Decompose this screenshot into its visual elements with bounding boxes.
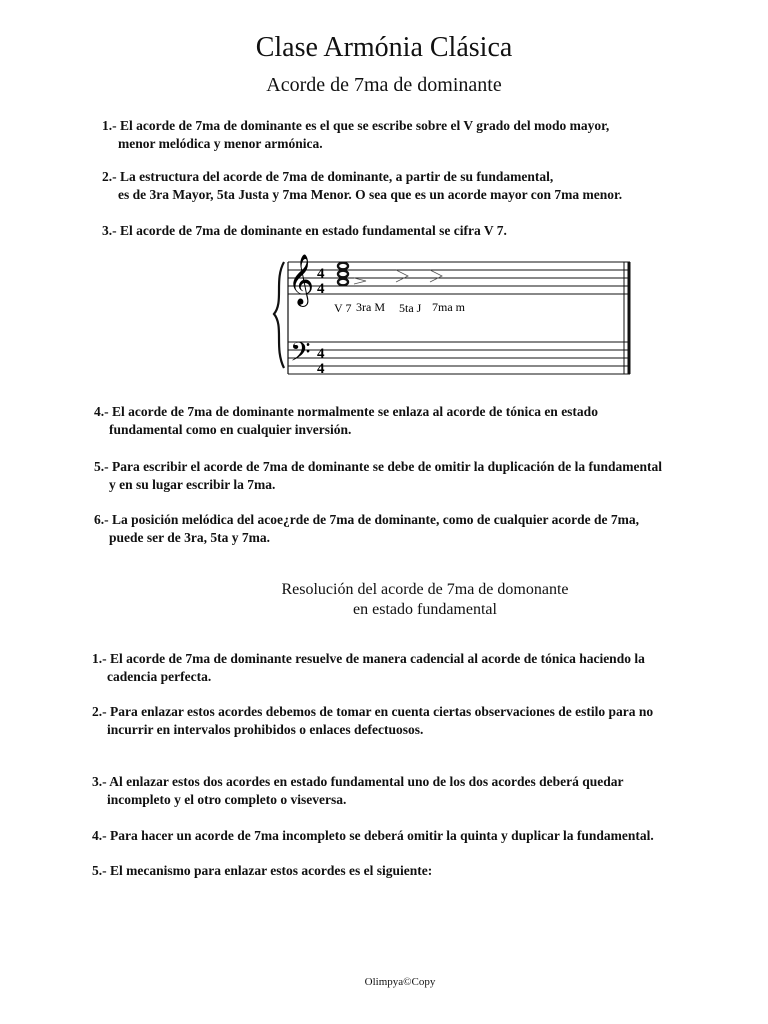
- bass-clef-icon: 𝄢: [290, 337, 311, 373]
- item-text: El acorde de 7ma de dominante en estado fundamental se cifra V 7.: [120, 223, 507, 238]
- item-text: La posición melódica del acoe¿rde de 7ma de dominante, como de cualquier acorde de 7ma,: [112, 512, 639, 527]
- interval-label: 3ra M: [356, 300, 385, 314]
- section-title-line: Resolución del acorde de 7ma de domonante: [281, 581, 569, 598]
- item-text: El acorde de 7ma de dominante resuelve de manera cadencial al acorde de tónica haciendo la: [110, 651, 645, 666]
- page-subtitle: Acorde de 7ma de dominante: [266, 74, 502, 96]
- item-text: La estructura del acorde de 7ma de dominante, a partir de su fundamental,: [120, 169, 554, 184]
- section-title: [0, 580, 768, 620]
- bass-staff: [288, 342, 630, 374]
- item-text-continued: puede ser de 3ra, 5ta y 7ma.: [109, 530, 270, 545]
- item-text-continued: cadencia perfecta.: [107, 669, 212, 684]
- item-text: Para hacer un acorde de 7ma incompleto se deberá omitir la quinta y duplicar la fundamental.: [110, 828, 654, 843]
- item-text-continued: incompleto y el otro completo o viseversa.: [107, 792, 347, 807]
- interval-label: 7ma m: [432, 300, 465, 314]
- list-item: [102, 222, 507, 240]
- time-signature-top: 4: [317, 346, 325, 362]
- list-item: [92, 862, 432, 880]
- chord-label: V 7: [334, 301, 352, 315]
- item-text: El mecanismo para enlazar estos acordes es el siguiente:: [110, 863, 433, 878]
- whole-note: [338, 263, 348, 270]
- list-item: [92, 703, 653, 739]
- list-item: [94, 403, 598, 439]
- item-text-continued: y en su lugar escribir la 7ma.: [109, 477, 276, 492]
- time-signature-bottom: 4: [317, 361, 325, 377]
- time-signature-top: 4: [317, 266, 325, 282]
- item-text: Para enlazar estos acordes debemos de tomar en cuenta ciertas observaciones de estilo para no: [110, 704, 654, 719]
- item-number: 3.-: [92, 774, 107, 789]
- item-number: 5.-: [94, 459, 109, 474]
- treble-clef-icon: 𝄞: [288, 255, 315, 304]
- item-text: El acorde de 7ma de dominante normalmente se enlaza al acorde de tónica en estado: [112, 404, 598, 419]
- interval-label: 5ta J: [399, 301, 422, 315]
- item-number: 2.-: [92, 704, 107, 719]
- time-signature-bottom: 4: [317, 281, 325, 297]
- list-item: [94, 458, 662, 494]
- item-text-continued: incurrir en intervalos prohibidos o enlaces defectuosos.: [107, 722, 424, 737]
- item-number: 1.-: [102, 118, 117, 133]
- list-item: [102, 117, 609, 153]
- item-text: El acorde de 7ma de dominante es el que se escribe sobre el V grado del modo mayor,: [120, 118, 610, 133]
- item-text-continued: menor melódica y menor armónica.: [118, 136, 323, 151]
- music-score: [270, 252, 636, 377]
- item-number: 4.-: [94, 404, 109, 419]
- whole-note: [338, 271, 348, 278]
- item-number: 1.-: [92, 651, 107, 666]
- item-text: Al enlazar estos dos acordes en estado fundamental uno de los dos acordes deberá quedar: [109, 774, 624, 789]
- item-number: 4.-: [92, 828, 107, 843]
- list-item: [92, 827, 654, 845]
- footer-copyright: Olimpya©Copy: [364, 976, 436, 988]
- chord-notes: [338, 263, 348, 286]
- item-number: 3.-: [102, 223, 117, 238]
- item-number: 5.-: [92, 863, 107, 878]
- whole-note: [338, 279, 348, 286]
- page-title: Clase Armónia Clásica: [255, 32, 513, 63]
- section-title-line: en estado fundamental: [353, 601, 497, 618]
- item-number: 2.-: [102, 169, 117, 184]
- list-item: [94, 511, 639, 547]
- accent-marks: [354, 270, 442, 284]
- item-text-continued: fundamental como en cualquier inversión.: [109, 422, 352, 437]
- list-item: [102, 168, 622, 204]
- item-text-continued: es de 3ra Mayor, 5ta Justa y 7ma Menor. O sea que es un acorde mayor con 7ma menor.: [118, 187, 623, 202]
- list-item: [92, 773, 624, 809]
- brace-icon: [274, 262, 284, 368]
- item-text: Para escribir el acorde de 7ma de dominante se debe de omitir la duplicación de la fundamental: [112, 459, 662, 474]
- list-item: [92, 650, 645, 686]
- item-number: 6.-: [94, 512, 109, 527]
